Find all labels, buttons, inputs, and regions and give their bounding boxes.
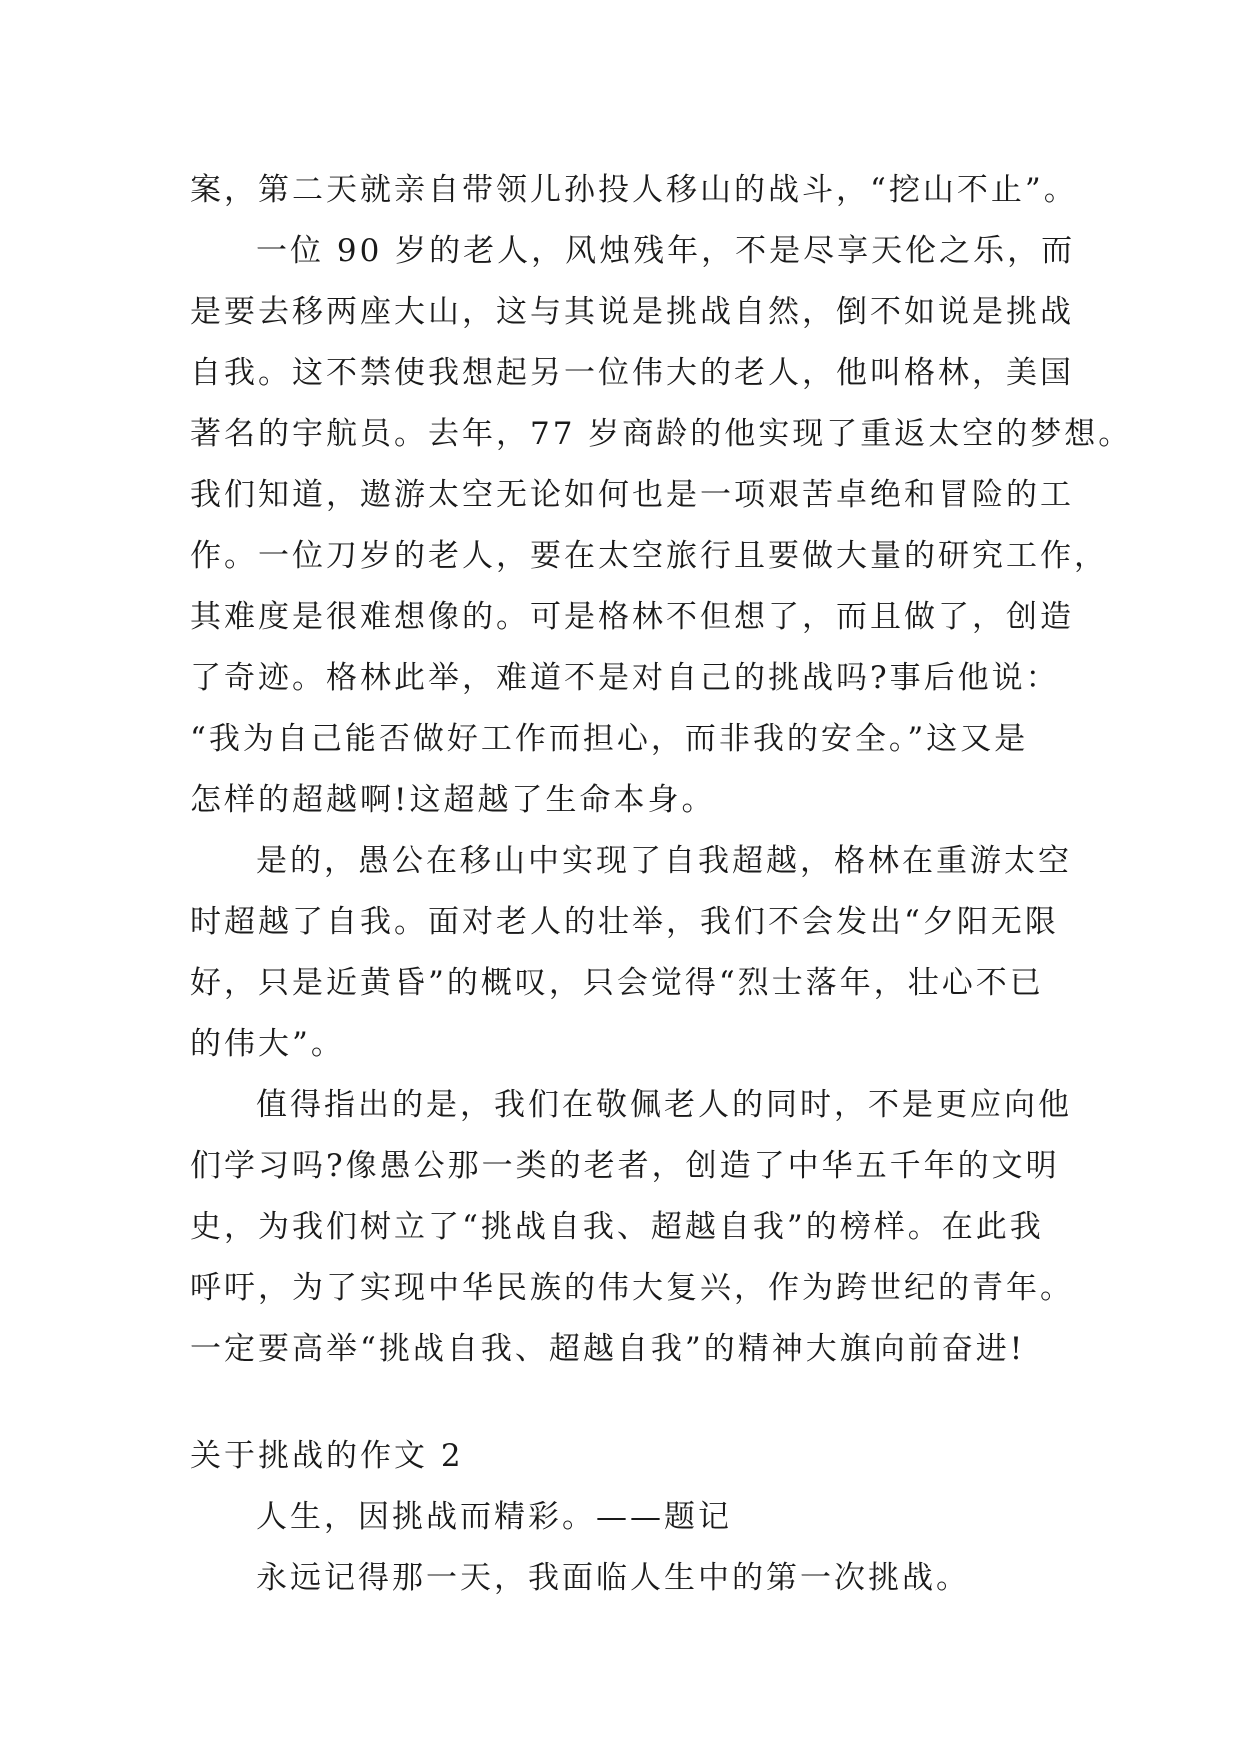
text-line: 的伟大”。 (190, 1026, 345, 1062)
text-line: 我们知道，遨游太空无论如何也是一项艰苦卓绝和冒险的工 (190, 477, 1074, 513)
text-line: 自我。这不禁使我想起另一位伟大的老人，他叫格林，美国 (190, 355, 1074, 391)
section-heading: 关于挑战的作文 2 (190, 1438, 464, 1474)
text-line: 是要去移两座大山，这与其说是挑战自然，倒不如说是挑战 (190, 294, 1074, 330)
text-line: 了奇迹。格林此举，难道不是对自己的挑战吗?事后他说： (190, 660, 1060, 696)
text-line: 们学习吗?像愚公那一类的老者，创造了中华五千年的文明 (190, 1148, 1060, 1184)
text-line: 案，第二天就亲自带领儿孙投人移山的战斗，“挖山不止”。 (190, 172, 1078, 208)
text-line: 作。一位刀岁的老人，要在太空旅行且要做大量的研究工作， (190, 538, 1108, 574)
paragraph-start-line: 是的，愚公在移山中实现了自我超越，格林在重游太空 (256, 843, 1072, 879)
epigraph-line: 人生，因挑战而精彩。——题记 (256, 1499, 732, 1535)
text-line: 呼吁，为了实现中华民族的伟大复兴，作为跨世纪的青年。 (190, 1270, 1074, 1306)
text-line: 好，只是近黄昏”的概叹，只会觉得“烈士落年，壮心不已 (190, 965, 1044, 1001)
document-body (190, 160, 1133, 1609)
section-spacer (190, 1380, 1070, 1426)
text-line: 时超越了自我。面对老人的壮举，我们不会发出“夕阳无限 (190, 904, 1059, 940)
text-line: 其难度是很难想像的。可是格林不但想了，而且做了，创造 (190, 599, 1074, 635)
paragraph-start-line: 值得指出的是，我们在敬佩老人的同时，不是更应向他 (256, 1087, 1072, 1123)
paragraph-start-line: 一位 90 岁的老人，风烛残年，不是尽享天伦之乐，而 (256, 233, 1076, 269)
paragraph-start-line: 永远记得那一天，我面临人生中的第一次挑战。 (256, 1560, 970, 1596)
text-line: 怎样的超越啊!这超越了生命本身。 (190, 782, 716, 818)
text-line: 著名的宇航员。去年，77 岁商龄的他实现了重返太空的梦想。 (190, 416, 1133, 452)
text-line: “我为自己能否做好工作而担心，而非我的安全。”这又是 (190, 721, 1029, 757)
text-line: 史，为我们树立了“挑战自我、超越自我”的榜样。在此我 (190, 1209, 1044, 1245)
text-line: 一定要高举“挑战自我、超越自我”的精神大旗向前奋进! (190, 1331, 1026, 1367)
